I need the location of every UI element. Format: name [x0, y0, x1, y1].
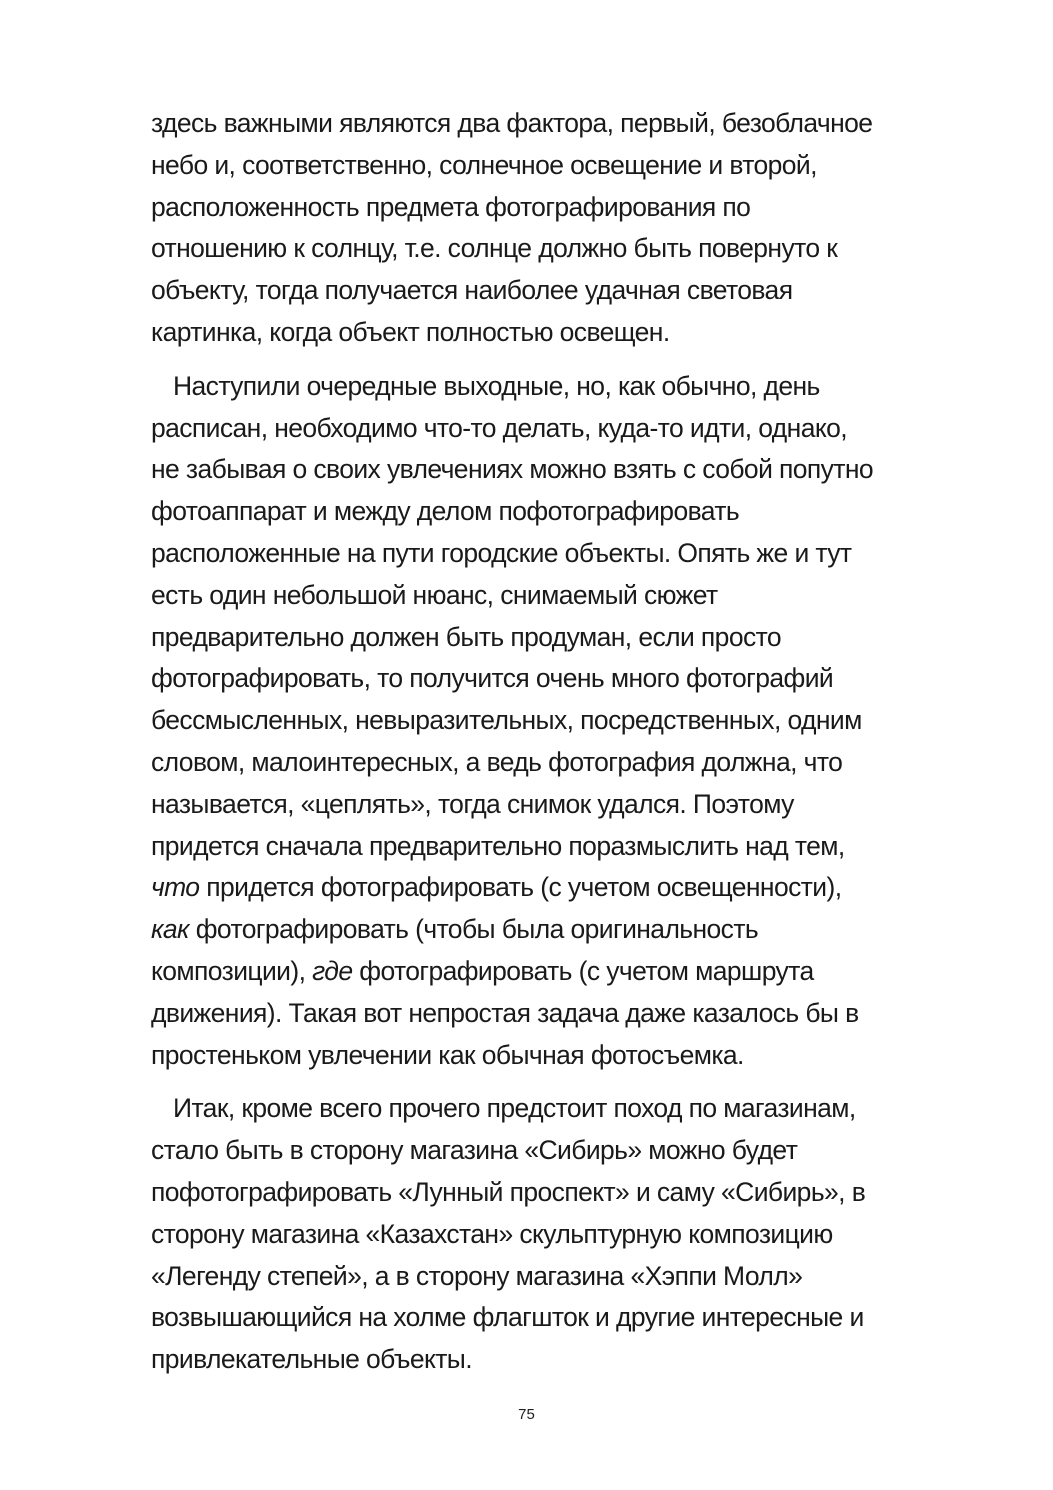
page-number: 75: [518, 1406, 535, 1423]
text-segment: Наступили очередные выходные, но, как обычно, день: [173, 370, 820, 401]
text-line: [151, 617, 977, 659]
text-line: [151, 700, 977, 742]
text-line: [151, 951, 977, 993]
text-line: [151, 1035, 977, 1077]
text-segment: Итак, кроме всего прочего предстоит поход по магазинам,: [173, 1093, 856, 1124]
italic-text: где: [312, 955, 353, 986]
text-segment: отношению к солнцу, т.е. солнце должно быть повернуто к: [151, 233, 838, 264]
text-segment: не забывая о своих увлечениях можно взять с собой попутно: [151, 454, 874, 485]
text-segment: возвышающийся на холме флагшток и другие интересные и: [151, 1302, 864, 1333]
text-segment: словом, малоинтересных, а ведь фотография должна, что: [151, 746, 843, 777]
text-line: [151, 366, 977, 408]
text-segment: придется сначала предварительно поразмыслить над тем,: [151, 830, 845, 861]
text-segment: расположенные на пути городские объекты. Опять же и тут: [151, 537, 852, 568]
text-line: [151, 145, 977, 187]
text-segment: здесь важными являются два фактора, первый, безоблачное: [151, 108, 873, 138]
text-line: [151, 491, 977, 533]
text-segment: простеньком увлечении как обычная фотосъемка.: [151, 1039, 744, 1070]
text-line: [151, 187, 977, 229]
text-line: [151, 1339, 977, 1381]
text-line: [151, 449, 977, 491]
text-segment: есть один небольшой нюанс, снимаемый сюжет: [151, 579, 718, 610]
text-segment: объекту, тогда получается наиболее удачная световая: [151, 275, 793, 306]
text-segment: фотографировать, то получится очень много фотографий: [151, 663, 834, 694]
text-line: [151, 1256, 977, 1298]
text-segment: стало быть в сторону магазина «Сибирь» можно будет: [151, 1135, 798, 1166]
text-segment: привлекательные объекты.: [151, 1344, 473, 1375]
text-line: [151, 867, 977, 909]
text-segment: бессмысленных, невыразительных, посредственных, одним: [151, 705, 862, 736]
text-segment: композиции),: [151, 955, 313, 986]
text-line: [151, 826, 977, 868]
text-line: [151, 909, 977, 951]
text-segment: предварительно должен быть продуман, если просто: [151, 621, 781, 652]
text-line: [151, 1214, 977, 1256]
text-segment: фотоаппарат и между делом пофотографировать: [151, 496, 740, 527]
text-line: [151, 1297, 977, 1339]
text-segment: «Легенду степей», а в сторону магазина «Хэппи Молл»: [151, 1260, 803, 1291]
text-line: [151, 103, 977, 145]
text-line: [151, 784, 977, 826]
text-line: [151, 993, 977, 1035]
text-line: [151, 1088, 977, 1130]
text-segment: придется фотографировать (с учетом освещенности),: [199, 872, 842, 903]
text-segment: фотографировать (с учетом маршрута: [352, 955, 814, 986]
text-segment: пофотографировать «Лунный проспект» и саму «Сибирь», в: [151, 1176, 866, 1207]
document-page: [151, 103, 977, 1381]
text-line: [151, 312, 977, 354]
text-segment: сторону магазина «Казахстан» скульптурную композицию: [151, 1218, 833, 1249]
paragraph: [151, 103, 977, 354]
text-line: [151, 408, 977, 450]
text-line: [151, 742, 977, 784]
text-line: [151, 658, 977, 700]
text-line: [151, 533, 977, 575]
text-segment: расписан, необходимо что-то делать, куда-то идти, однако,: [151, 412, 848, 443]
text-segment: называется, «цеплять», тогда снимок удался. Поэтому: [151, 788, 794, 819]
italic-text: что: [151, 872, 200, 903]
paragraph: [151, 366, 977, 1077]
paragraph: [151, 1088, 977, 1381]
text-line: [151, 228, 977, 270]
italic-text: как: [151, 914, 189, 945]
text-segment: движения). Такая вот непростая задача даже казалось бы в: [151, 997, 859, 1028]
text-segment: расположенность предмета фотографирования по: [151, 191, 751, 222]
text-line: [151, 575, 977, 617]
text-segment: небо и, соответственно, солнечное освещение и второй,: [151, 149, 817, 180]
text-line: [151, 1130, 977, 1172]
text-line: [151, 1172, 977, 1214]
text-segment: картинка, когда объект полностью освещен.: [151, 316, 670, 347]
text-segment: фотографировать (чтобы была оригинальность: [188, 914, 759, 945]
text-line: [151, 270, 977, 312]
